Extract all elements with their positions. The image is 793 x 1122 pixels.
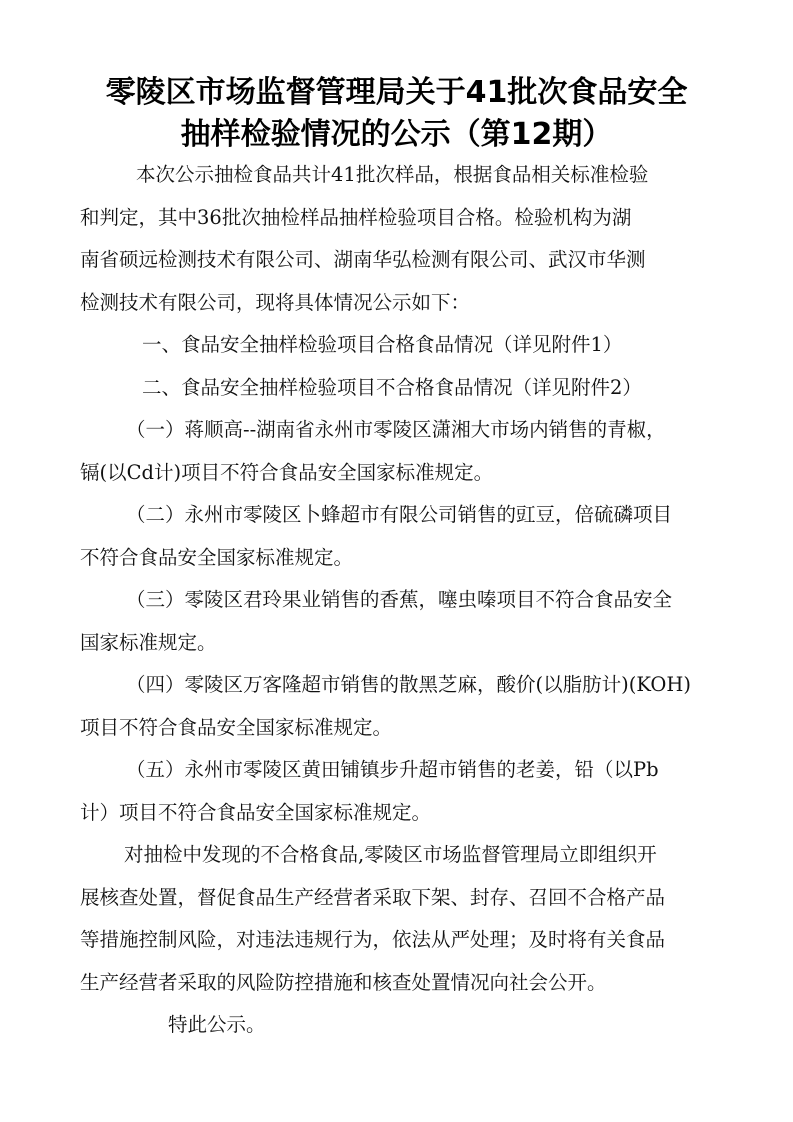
- document-title: [0, 72, 793, 156]
- intro-line: 南省硕远检测技术有限公司、湖南华弘检测有限公司、武汉市华测: [80, 248, 646, 271]
- item-line: 国家标准规定。: [80, 630, 217, 654]
- section-heading-unqualified: 二、食品安全抽样检验项目不合格食品情况（详见附件2）: [142, 375, 642, 399]
- title-line-2: 抽样检验情况的公示（第12期）: [180, 117, 613, 152]
- unqualified-item: [80, 579, 720, 664]
- item-line: 项目不符合食品安全国家标准规定。: [80, 715, 393, 739]
- item-line: （五）永州市零陵区黄田铺镇步升超市销售的老姜，铅（以Pb: [126, 758, 659, 781]
- handling-line: 生产经营者采取的风险防控措施和核查处置情况向社会公开。: [80, 970, 607, 994]
- unqualified-item: [80, 494, 720, 579]
- item-line: 计）项目不符合食品安全国家标准规定。: [80, 800, 432, 824]
- item-line: （一）蒋顺高--湖南省永州市零陵区潇湘大市场内销售的青椒，: [126, 418, 666, 441]
- intro-line: 检测技术有限公司，现将具体情况公示如下：: [80, 290, 471, 314]
- title-line-1: 零陵区市场监督管理局关于41批次食品安全: [105, 75, 688, 110]
- unqualified-item: [80, 749, 720, 834]
- handling-paragraph: [80, 834, 720, 1004]
- unqualified-item: [80, 409, 720, 494]
- unqualified-item: [80, 664, 720, 749]
- document-body: [80, 154, 720, 1047]
- item-line: 镉(以Cd计)项目不符合食品安全国家标准规定。: [80, 460, 494, 484]
- closing-statement: 特此公示。: [168, 1013, 266, 1036]
- item-line: （三）零陵区君玲果业销售的香蕉，噻虫嗪项目不符合食品安全: [126, 588, 673, 611]
- handling-line: 展核查处置，督促食品生产经营者采取下架、封存、召回不合格产品: [80, 885, 666, 909]
- intro-line: 本次公示抽检食品共计41批次样品，根据食品相关标准检验: [136, 163, 649, 186]
- item-line: （二）永州市零陵区卜蜂超市有限公司销售的豇豆，倍硫磷项目: [126, 503, 673, 526]
- handling-line: 对抽检中发现的不合格食品,零陵区市场监督管理局立即组织开: [124, 843, 657, 866]
- intro-paragraph: [80, 154, 720, 324]
- section-heading-qualified: 一、食品安全抽样检验项目合格食品情况（详见附件1）: [142, 333, 623, 356]
- item-line: 不符合食品安全国家标准规定。: [80, 545, 354, 569]
- handling-line: 等措施控制风险，对违法违规行为，依法从严处理；及时将有关食品: [80, 928, 666, 951]
- intro-line: 和判定，其中36批次抽检样品抽样检验项目合格。检验机构为湖: [80, 205, 632, 229]
- item-line: （四）零陵区万客隆超市销售的散黑芝麻，酸价(以脂肪计)(KOH): [126, 673, 691, 696]
